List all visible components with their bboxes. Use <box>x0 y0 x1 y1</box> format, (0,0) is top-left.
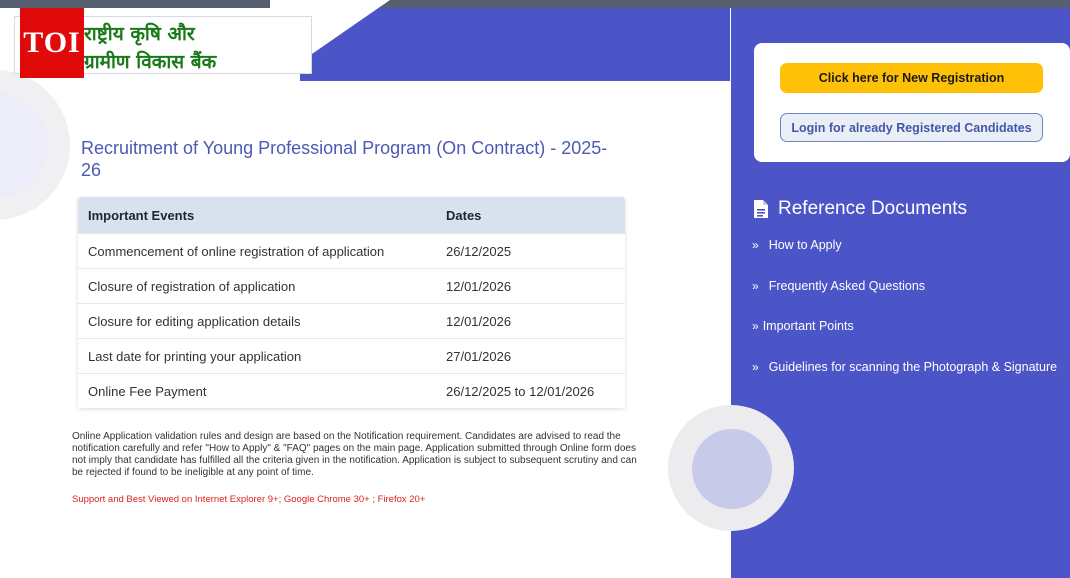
chevron-right-icon: » <box>752 279 759 293</box>
toi-badge: TOI <box>20 8 84 78</box>
link-faq[interactable] <box>752 279 925 293</box>
important-events-table <box>78 197 625 408</box>
table-row <box>78 338 625 373</box>
application-note: Online Application validation rules and design are based on the Notification requirement. Candidates are advised to read the notification carefully and refer "How to Apply" & "FAQ" pages on the main page. Application submitted through Online form does not imply that candidate has fulfilled all the criteria given in the notification. Application is subject to subsequent scrutiny and can be rejected if found to be ineligible at any point of time. <box>72 431 637 478</box>
bank-logo-line2: ग्रामीण विकास बैंक <box>84 51 217 73</box>
table-row <box>78 303 625 338</box>
chevron-right-icon: » <box>752 319 759 333</box>
event-name: Closure of registration of application <box>88 278 296 294</box>
link-label: Important Points <box>762 319 854 333</box>
chevron-right-icon: » <box>752 360 759 374</box>
page-title: Recruitment of Young Professional Program (On Contract) - 2025-26 <box>81 138 608 180</box>
link-label: Frequently Asked Questions <box>768 279 926 293</box>
link-important-points[interactable] <box>752 319 854 333</box>
table-header-row <box>78 197 625 233</box>
new-registration-button[interactable]: Click here for New Registration <box>780 63 1043 93</box>
link-photo-signature-guidelines[interactable] <box>752 360 1057 374</box>
event-name: Commencement of online registration of application <box>88 243 385 259</box>
link-label: How to Apply <box>768 238 842 252</box>
bank-logo-text <box>84 20 216 76</box>
bank-logo-line1: राष्ट्रीय कृषि और <box>84 23 195 45</box>
event-name: Last date for printing your application <box>88 348 302 364</box>
reference-documents-title: Reference Documents <box>778 198 968 219</box>
event-name: Online Fee Payment <box>88 383 207 399</box>
registration-card <box>754 43 1070 162</box>
chevron-right-icon: » <box>752 238 759 252</box>
decorative-circle-left <box>0 70 70 220</box>
browser-support-text: Support and Best Viewed on Internet Explorer 9+; Google Chrome 30+ ; Firefox 20+ <box>72 494 426 505</box>
event-date: 26/12/2025 to 12/01/2026 <box>446 383 595 399</box>
table-row <box>78 233 625 268</box>
reference-documents-heading <box>753 198 967 220</box>
event-date: 27/01/2026 <box>446 348 512 364</box>
table-header-dates: Dates <box>446 207 482 223</box>
table-row <box>78 268 625 303</box>
event-date: 12/01/2026 <box>446 313 512 329</box>
event-date: 12/01/2026 <box>446 278 512 294</box>
link-how-to-apply[interactable] <box>752 238 842 252</box>
event-date: 26/12/2025 <box>446 243 512 259</box>
decorative-circle-right <box>668 405 794 531</box>
top-strip <box>0 0 1070 8</box>
event-name: Closure for editing application details <box>88 313 301 329</box>
decorative-circle-inner <box>692 429 772 509</box>
table-row <box>78 373 625 408</box>
link-label: Guidelines for scanning the Photograph & Signature <box>768 360 1058 374</box>
document-icon <box>753 199 769 219</box>
table-header-events: Important Events <box>88 207 195 223</box>
login-button[interactable]: Login for already Registered Candidates <box>780 113 1043 142</box>
